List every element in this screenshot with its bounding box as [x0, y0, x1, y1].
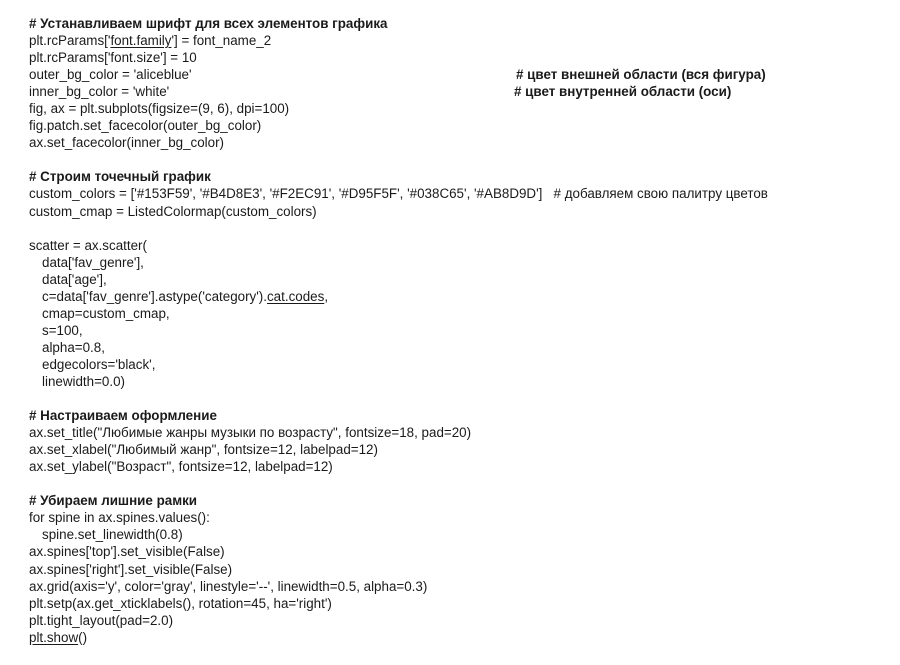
blank-line — [29, 475, 889, 492]
code-line: spine.set_linewidth(0.8) — [42, 527, 183, 543]
code-line: linewidth=0.0) — [42, 373, 125, 389]
code-line: ax.grid(axis='y', color='gray', linestyle='--', linewidth=0.5, alpha=0.3) — [29, 578, 428, 594]
code-line: plt.setp(ax.get_xticklabels(), rotation=45, ha='right') — [29, 595, 332, 611]
code-line: data['fav_genre'], — [42, 254, 144, 270]
code-line: plt.tight_layout(pad=2.0) — [29, 612, 174, 628]
code-line — [29, 32, 889, 49]
code-text: outer_bg_color = 'aliceblue' — [29, 67, 192, 83]
code-line: alpha=0.8, — [42, 339, 105, 355]
code-text: c=data['fav_genre'].astype('category'). — [42, 288, 267, 304]
code-link: font.family — [110, 33, 172, 49]
code-line: ax.set_title("Любимые жанры музыки по возрасту", fontsize=18, pad=20) — [29, 425, 472, 441]
code-block — [29, 15, 889, 646]
code-text: plt.rcParams[' — [29, 33, 111, 49]
code-link: plt.show — [29, 629, 79, 645]
blank-line — [29, 220, 889, 237]
code-line: ax.spines['top'].set_visible(False) — [29, 544, 225, 560]
code-comment: # Убираем лишние рамки — [29, 493, 198, 509]
code-comment: # Устанавливаем шрифт для всех элементов графика — [29, 16, 388, 31]
code-line: cmap=custom_cmap, — [42, 305, 170, 321]
code-line: fig.patch.set_facecolor(outer_bg_color) — [29, 118, 262, 134]
code-comment: # Строим точечный график — [29, 169, 211, 185]
code-link: cat.codes — [266, 288, 325, 304]
code-line — [29, 66, 889, 83]
blank-line — [29, 390, 889, 407]
code-line: ax.set_ylabel("Возраст", fontsize=12, labelpad=12) — [29, 459, 333, 475]
code-comment: # Настраиваем оформление — [29, 408, 217, 424]
code-line: custom_colors = ['#153F59', '#B4D8E3', '#F2EC91', '#D95F5F', '#038C65', '#AB8D9D'] # добавляем свою палитру цветов — [29, 186, 768, 202]
code-line — [29, 629, 889, 646]
inline-comment: # цвет внутренней области (оси) — [514, 84, 732, 100]
code-text: () — [78, 629, 88, 645]
code-line: s=100, — [42, 322, 83, 338]
code-line — [29, 288, 889, 305]
code-line: scatter = ax.scatter( — [29, 237, 147, 253]
code-line: data['age'], — [42, 271, 107, 287]
code-line: for spine in ax.spines.values(): — [29, 510, 210, 526]
code-line: ax.set_xlabel("Любимый жанр", fontsize=12, labelpad=12) — [29, 442, 378, 458]
code-line: ax.spines['right'].set_visible(False) — [29, 561, 233, 577]
code-line: custom_cmap = ListedColormap(custom_colors) — [29, 203, 317, 219]
blank-line — [29, 151, 889, 168]
code-line: ax.set_facecolor(inner_bg_color) — [29, 135, 225, 151]
inline-comment: # цвет внешней области (вся фигура) — [516, 67, 766, 83]
code-line: plt.rcParams['font.size'] = 10 — [29, 50, 197, 66]
code-text: , — [324, 288, 329, 304]
code-text: '] = font_name_2 — [171, 33, 272, 49]
code-line — [29, 83, 889, 100]
code-line: fig, ax = plt.subplots(figsize=(9, 6), dpi=100) — [29, 101, 290, 117]
code-text: inner_bg_color = 'white' — [29, 84, 170, 100]
code-line: edgecolors='black', — [42, 356, 156, 372]
